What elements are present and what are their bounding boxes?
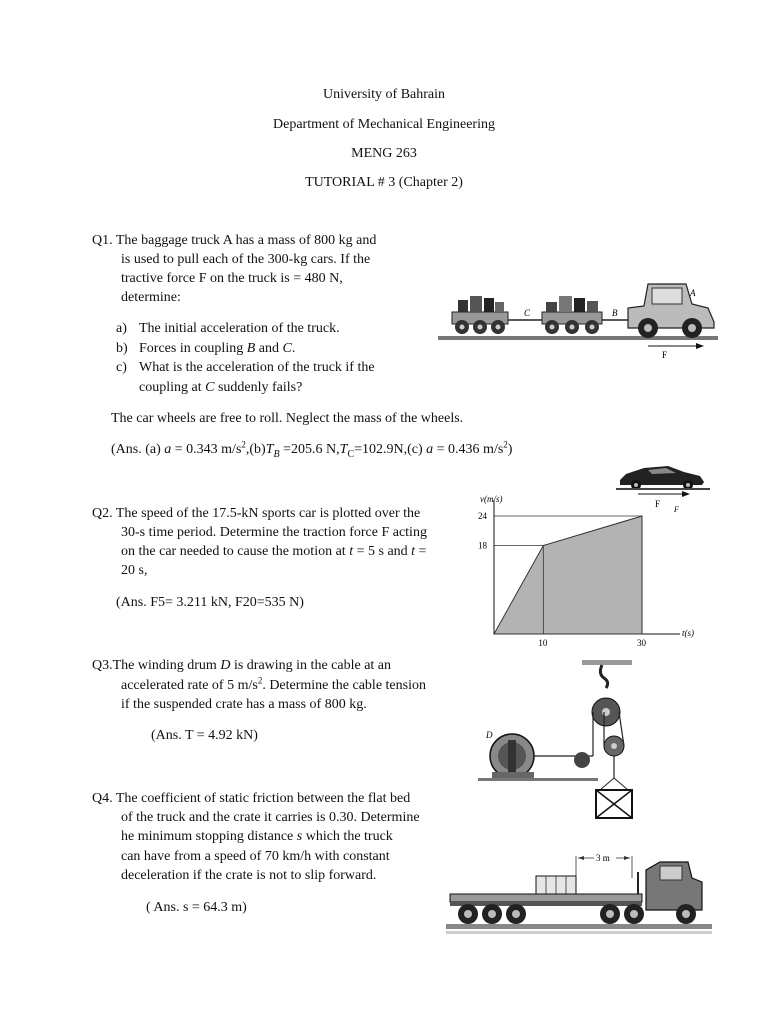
q2-line: Q2. The speed of the 17.5-kN sports car is plotted over the bbox=[92, 506, 421, 521]
q1-line: is used to pull each of the 300-kg cars. If the bbox=[121, 252, 371, 267]
velocity-time-chart bbox=[472, 488, 704, 654]
velocity-area bbox=[494, 516, 642, 634]
x-axis-label: t(s) bbox=[682, 628, 694, 638]
x-tick-10: 10 bbox=[538, 638, 548, 648]
guide-pulley bbox=[574, 752, 590, 768]
q3-line: accelerated rate of 5 $m/s^2$. Determine the cable tension bbox=[121, 675, 426, 693]
hook-icon bbox=[600, 665, 607, 688]
q1-line: tractive force F on the truck is = 480 N, bbox=[121, 271, 343, 286]
truck-cab bbox=[646, 862, 702, 910]
q4-line: Q4. The coefficient of static friction between the flat bed bbox=[92, 791, 411, 806]
y-axis-label: v(m/s) bbox=[480, 494, 503, 504]
baggage-train-figure bbox=[438, 278, 718, 360]
q4-line: of the truck and the crate it carries is 0.30. Determine bbox=[121, 810, 420, 825]
floor-line bbox=[478, 778, 598, 781]
ground-line bbox=[438, 336, 718, 340]
q4-line: can have from a speed of 70 km/h with constant bbox=[121, 849, 390, 864]
force-arrow-head bbox=[696, 343, 704, 349]
label-a: A bbox=[690, 288, 696, 298]
q1-item-marker: c) bbox=[116, 360, 127, 375]
q2-answer: (Ans. F5= 3.211 kN, F20=535 N) bbox=[116, 595, 304, 610]
department-title: Department of Mechanical Engineering bbox=[273, 117, 495, 132]
q4-line: deceleration if the crate is not to slip forward. bbox=[121, 868, 377, 883]
label-f-secondary: F bbox=[674, 505, 679, 514]
q1-item-marker: a) bbox=[116, 321, 127, 336]
tutorial-title: TUTORIAL # 3 (Chapter 2) bbox=[305, 175, 463, 190]
label-f: F bbox=[662, 350, 668, 360]
label-d: D bbox=[486, 730, 493, 740]
label-b: B bbox=[612, 308, 618, 318]
q1-item-marker: b) bbox=[116, 341, 128, 356]
q3-line: if the suspended crate has a mass of 800 kg. bbox=[121, 697, 367, 712]
label-f: F bbox=[655, 499, 661, 509]
y-tick-24: 24 bbox=[478, 511, 487, 521]
winding-drum-figure bbox=[478, 660, 648, 824]
x-tick-30: 30 bbox=[637, 638, 646, 648]
q1-answer: (Ans. (a) a = 0.343 $m/s^2,(b)T_B =205.6$ $N,T_C=102.9N,(c) a = 0.436$ $m/s^2$) bbox=[111, 439, 513, 460]
q2-line: 30-s time period. Determine the traction force F acting bbox=[121, 525, 427, 540]
q1-item-b: Forces in coupling B and C. bbox=[139, 341, 296, 356]
q2-line: 20 s, bbox=[121, 563, 148, 578]
flatbed-truck-figure bbox=[446, 848, 712, 940]
q2-line: on the car needed to cause the motion at t = 5 s and t = bbox=[121, 544, 427, 559]
q3-line: Q3.The winding drum D is drawing in the cable at an bbox=[92, 658, 392, 673]
ceiling-support bbox=[582, 660, 632, 665]
q1-item-a: The initial acceleration of the truck. bbox=[139, 321, 340, 336]
q1-item-c-cont: coupling at C suddenly fails? bbox=[139, 380, 303, 395]
q1-item-c: What is the acceleration of the truck if the bbox=[139, 360, 375, 375]
q1-line: Q1. The baggage truck A has a mass of 800 kg and bbox=[92, 233, 377, 248]
q3-answer: (Ans. T = 4.92 kN) bbox=[151, 728, 258, 743]
university-title: University of Bahrain bbox=[322, 87, 446, 102]
y-tick-18: 18 bbox=[478, 540, 487, 551]
baggage-truck-a bbox=[628, 284, 714, 338]
dimension-label: 3 m bbox=[596, 853, 610, 863]
road bbox=[446, 924, 712, 929]
winding-drum bbox=[490, 734, 534, 778]
q4-line: he minimum stopping distance s which the truck bbox=[121, 829, 393, 844]
q1-line: determine: bbox=[121, 290, 181, 305]
label-c: C bbox=[524, 308, 531, 318]
crate bbox=[536, 876, 576, 894]
q4-answer: ( Ans. s = 64.3 m) bbox=[146, 900, 247, 915]
q1-note: The car wheels are free to roll. Neglect the mass of the wheels. bbox=[111, 411, 464, 426]
crate bbox=[596, 790, 632, 818]
course-code: MENG 263 bbox=[351, 146, 417, 161]
